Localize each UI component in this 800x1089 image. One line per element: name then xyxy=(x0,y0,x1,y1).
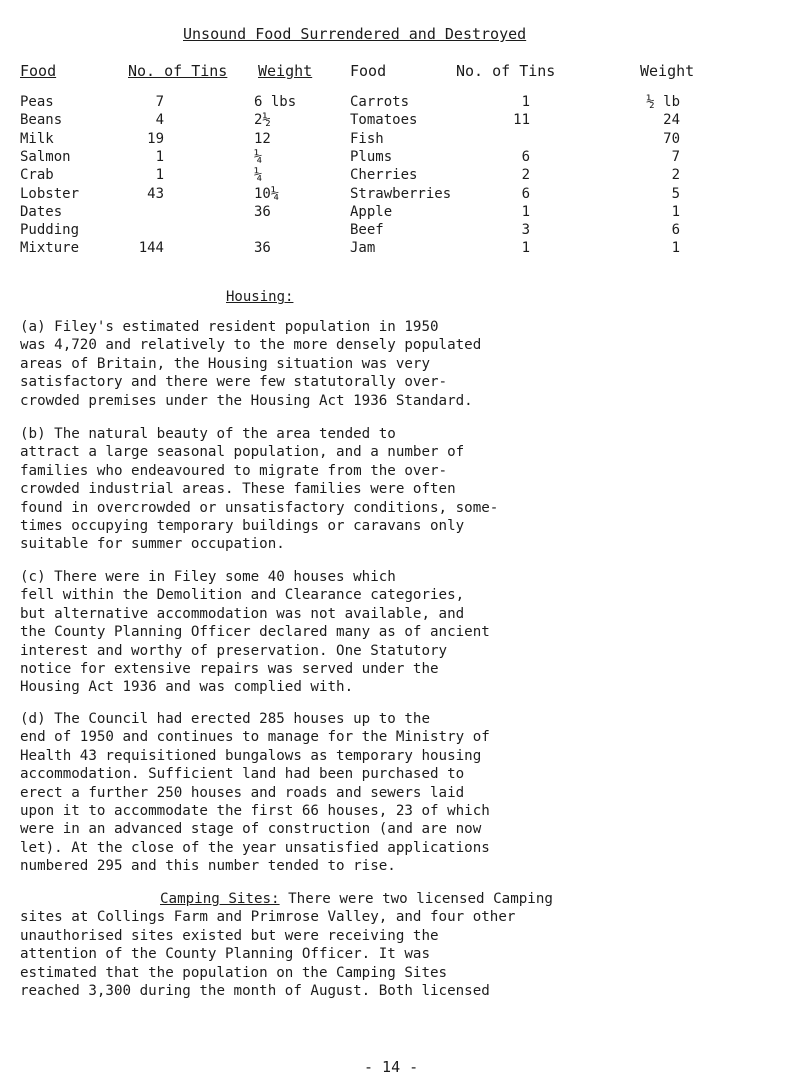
table-row-tins: 19 xyxy=(147,130,164,147)
camping-text: There were two licensed Camping sites at Collings Farm and Primrose Valley, and four other unauthorised sites existed but were receiving the attention of the County Planning Officer. It was estimated that the population on the Camping Sites reached 3,300 during the month of August. Both licensed xyxy=(20,891,553,1000)
table-row-food: Jam xyxy=(350,240,376,257)
table-row-weight: 1 xyxy=(671,203,680,220)
table-row-tins: 1 xyxy=(155,167,164,184)
table-row-tins: 1 xyxy=(521,240,530,257)
table-row-tins: 2 xyxy=(521,167,530,184)
table-row-tins: 4 xyxy=(155,112,164,129)
table-row-weight: 24 xyxy=(663,112,680,129)
paragraph-b: (b) The natural beauty of the area tended to attract a large seasonal population, and a number of families who endeavoured to migrate from the over- crowded industrial areas. These families were often found in overcrowded or unsatisfactory conditions, some- times occupying temporary buildings or caravans only suitable for summer occupation. xyxy=(20,426,499,553)
table-row-weight: ¼ xyxy=(254,167,263,184)
table-row-tins: 1 xyxy=(521,94,530,110)
table-row-weight: 6 xyxy=(671,222,680,239)
table-row-food: Beans xyxy=(20,112,63,129)
table-row-food: Dates xyxy=(20,203,63,220)
table-row-tins: 43 xyxy=(147,185,164,202)
paragraph-a: (a) Filey's estimated resident population in 1950 was 4,720 and relatively to the more densely populated areas of Britain, the Housing situation was very satisfactory and there were few statutorally over- crowded premises under the Housing Act 1936 Standard. xyxy=(20,319,482,409)
table-row-weight: 2½ xyxy=(254,112,271,129)
table-row-food: Apple xyxy=(350,203,393,220)
header-food-left: Food xyxy=(20,62,57,80)
table-row-tins: 144 xyxy=(138,240,164,257)
table-row-food: Milk xyxy=(20,130,54,147)
header-tins-left: No. of Tins xyxy=(128,62,228,80)
table-row-tins: 6 xyxy=(521,148,530,165)
table-row-weight: 7 xyxy=(671,148,680,165)
table-row-food: Crab xyxy=(20,167,54,184)
paragraph-d: (d) The Council had erected 285 houses up to the end of 1950 and continues to manage for the Ministry of Health 43 requisitioned bungalows as temporary housing accommodation. Sufficient land had been purchased to erect a further 250 houses and roads and sewers laid upon it to accommodate the first 66 houses, 23 of which were in an advanced stage of construction (and are now let). At the close of the year unsatisfied applications numbered 295 and this number tended to rise. xyxy=(20,711,490,875)
table-row-weight: 36 xyxy=(254,203,271,220)
page-title: Unsound Food Surrendered and Destroyed xyxy=(183,25,527,43)
table-row-food: Beef xyxy=(350,222,384,239)
header-food-right: Food xyxy=(350,62,387,80)
table-row-weight: 36 xyxy=(254,240,271,257)
table-row-tins: 3 xyxy=(521,222,530,239)
table-row-weight: ¼ xyxy=(254,148,263,165)
table-row-tins: 7 xyxy=(155,94,164,110)
table-row-food: Pudding xyxy=(20,222,80,239)
table-row-weight: 2 xyxy=(671,167,680,184)
header-weight-left: Weight xyxy=(258,62,313,80)
table-row-tins: 6 xyxy=(521,185,530,202)
table-row-food: Tomatoes xyxy=(350,112,418,129)
table-row-weight: 6 lbs xyxy=(254,94,297,110)
table-row-food: Plums xyxy=(350,148,393,165)
table-row-tins: 1 xyxy=(521,203,530,220)
paragraph-c: (c) There were in Filey some 40 houses which fell within the Demolition and Clearance categories, but alternative accommodation was not available, and the County Planning Officer declared many as of ancient interest and worthy of preservation. One Statutory notice for extensive repairs was served under the Housing Act 1936 and was complied with. xyxy=(20,569,490,696)
header-weight-right: Weight xyxy=(640,62,695,80)
camping-heading: Camping Sites: xyxy=(160,891,280,907)
housing-heading-text: Housing: xyxy=(226,289,294,305)
header-tins-right: No. of Tins xyxy=(456,62,556,80)
table-row-food: Carrots xyxy=(350,94,410,110)
table-row-weight: 70 xyxy=(663,130,680,147)
table-row-weight: 5 xyxy=(671,185,680,202)
table-row-weight: ½ lb xyxy=(646,94,680,110)
table-row-weight: 1 xyxy=(671,240,680,257)
table-row-food: Peas xyxy=(20,94,54,110)
table-row-food: Cherries xyxy=(350,167,418,184)
housing-heading xyxy=(226,289,293,305)
table-row-weight: 10¼ xyxy=(254,185,280,202)
table-row-food: Strawberries xyxy=(350,185,452,202)
table-row-food: Lobster xyxy=(20,185,80,202)
camping-paragraph xyxy=(20,890,790,1000)
table-row-food: Mixture xyxy=(20,240,80,257)
table-row-food: Fish xyxy=(350,130,384,147)
table-row-tins: 11 xyxy=(513,112,530,129)
page-number: - 14 - xyxy=(364,1058,419,1076)
table-row-weight: 12 xyxy=(254,130,271,147)
table-row-food: Salmon xyxy=(20,148,71,165)
table-row-tins: 1 xyxy=(155,148,164,165)
